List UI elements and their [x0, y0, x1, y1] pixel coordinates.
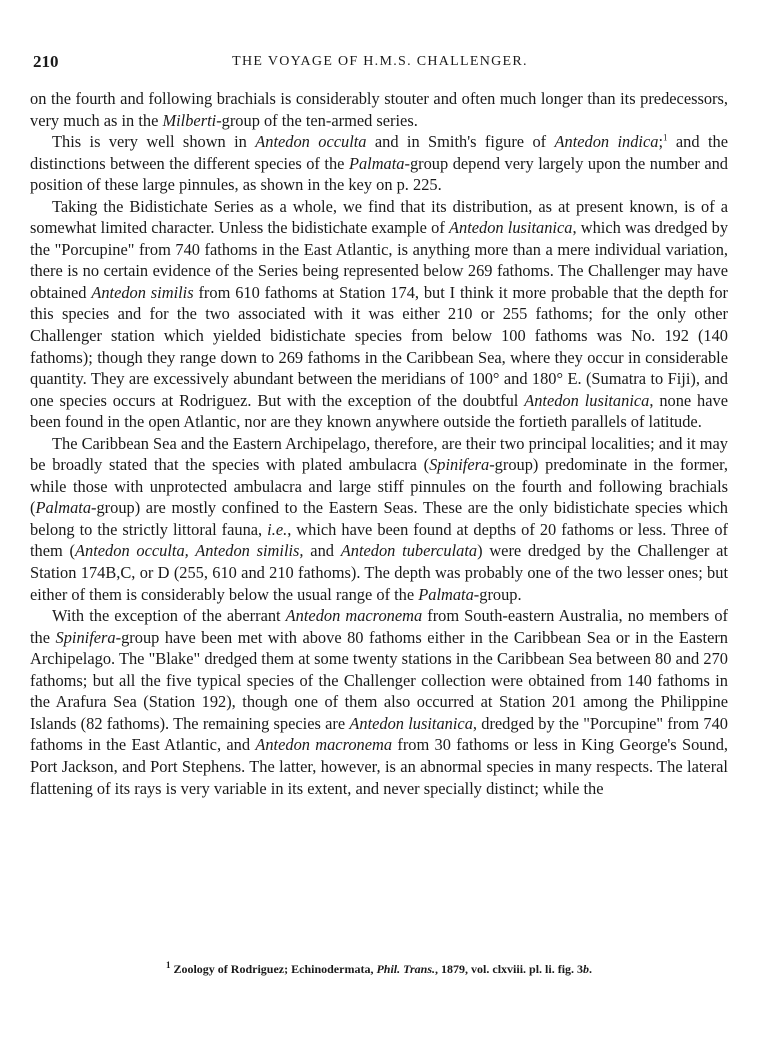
paragraph — [30, 605, 728, 799]
text-run: ; — [658, 132, 664, 152]
text-run: and — [303, 541, 341, 561]
italic-text: b — [583, 962, 590, 976]
footnote — [30, 962, 728, 977]
italic-text: Antedon similis — [91, 282, 194, 302]
italic-text: Palmata — [348, 153, 405, 173]
text-run: and in Smith's figure of — [366, 132, 555, 152]
italic-text: Antedon occulta, Antedon similis, — [75, 541, 304, 561]
text-run: -group depend very largely upon the number and position of these large pinnules, as shown in the key on p. 225. — [30, 153, 728, 195]
text-run: ) were dredged by the Challenger at Station 174B,C, or D (255, 610 and 210 fathoms). The depth was probably one of the two lesser ones; but either of them is considerably below the usual range of the — [30, 541, 728, 604]
paragraph — [30, 131, 728, 196]
italic-text: Antedon indica — [554, 132, 659, 152]
text-run: , none have been found in the open Atlantic, nor are they known anywhere outside the fortieth parallels of latitude. — [30, 390, 728, 432]
body-text — [30, 88, 728, 799]
italic-text: Palmata — [418, 584, 474, 604]
text-run: on the fourth and following brachials is considerably stouter and often much longer than its predecessors, very much as in the — [30, 89, 728, 130]
italic-text: Spinifera — [429, 455, 490, 475]
paragraph — [30, 433, 728, 605]
text-run: from 610 fathoms at Station 174, but I think it more probable that the depth for this species and for the two associated with it was either 210 or 255 fathoms; for the only other Challenger station which yielded bidistichate species from below 100 fathoms was No. 192 (140 fathoms); though they range down to 269 fathoms in the Caribbean Sea, where they occur in considerable quantity. They are excessively abundant between the meridians of 100° and 180° E. (Sumatra to Fiji), and one species occurs at Rodriguez. But with the exception of the doubtful — [30, 282, 728, 410]
footnote-text — [170, 962, 592, 976]
text-run: , dredged by the "Porcupine" from 740 fathoms in the East Atlantic, and — [30, 713, 728, 755]
page-number: 210 — [33, 52, 59, 71]
running-head: THE VOYAGE OF H.M.S. CHALLENGER. — [232, 54, 528, 69]
text-run: from 30 fathoms or less in King George's Sound, Port Jackson, and Port Stephens. The latter, however, is an abnormal species in many respects. The lateral flattening of its rays is very variable in its extent, and never specially distinct; while the — [30, 735, 728, 798]
text-run: from South-eastern Australia, no members of the — [30, 606, 728, 647]
text-run: , which have been found at depths of 20 fathoms or less. Three of them ( — [30, 519, 728, 561]
text-run: -group of the ten-armed series. — [216, 110, 418, 130]
page-header — [33, 52, 727, 72]
text-run: , 1879, vol. clxviii. pl. li. fig. 3 — [435, 962, 584, 976]
text-run: The Caribbean Sea and the Eastern Archipelago, therefore, are their two principal localities; and it may be broadly stated that the species with plated ambulacra ( — [30, 433, 728, 475]
italic-text: Antedon lusitanica — [448, 218, 573, 238]
text-run: -group have been met with above 80 fathoms either in the Caribbean Sea or in the Eastern Archipelago. The "Blake" dredged them at some twenty stations in the Caribbean Sea between 80 and 270 fathoms; but all the five typical species of the Challenger collection were obtained from 140 fathoms in the Arafura Sea (Station 192), though one of them also occurred at Station 201 among the Philippine Islands (82 fathoms). The remaining species are — [30, 627, 728, 733]
text-run: -group. — [473, 584, 522, 604]
italic-text: Antedon lusitanica — [349, 713, 473, 733]
italic-text: i.e. — [267, 519, 288, 539]
italic-text: Phil. Trans. — [376, 962, 436, 976]
italic-text: Antedon lusitanica — [524, 390, 650, 410]
text-run: , which was dredged by the "Porcupine" from 740 fathoms in the East Atlantic, is anything more than a mere individual variation, there is no certain evidence of the Series being represented below 269 fathoms. The Challenger may have obtained — [30, 218, 729, 302]
italic-text: Milberti — [162, 110, 217, 130]
text-run: With the exception of the aberrant — [52, 606, 286, 626]
italic-text: Antedon tuberculata — [340, 541, 478, 561]
italic-text: Palmata — [35, 498, 92, 518]
footnote-marker: 1 — [165, 960, 171, 970]
text-run: . — [589, 962, 593, 976]
text-run: Zoology of Rodriguez; Echinodermata, — [170, 962, 377, 976]
text-run: -group) are mostly confined to the Eastern Seas. These are the only bidistichate species which belong to the strictly littoral fauna, — [30, 498, 728, 539]
italic-text: Spinifera — [55, 627, 116, 647]
paragraph — [30, 196, 728, 433]
text-run: This is very well shown in — [52, 132, 256, 152]
footnote-reference: 1 — [663, 132, 668, 143]
text-run: -group) predominate in the former, while those with unprotected ambulacra and large stiff pinnules on the fourth and following brachials ( — [30, 455, 728, 518]
italic-text: Antedon macronema — [255, 735, 393, 755]
italic-text: Antedon occulta — [255, 132, 367, 152]
italic-text: Antedon macronema — [285, 606, 423, 626]
text-run: Taking the Bidistichate Series as a whole, we find that its distribution, as at present known, is of a somewhat limited character. Unless the bidistichate example of — [30, 196, 728, 238]
text-run: and the distinctions between the different species of the — [30, 132, 728, 173]
paragraph — [30, 88, 728, 131]
